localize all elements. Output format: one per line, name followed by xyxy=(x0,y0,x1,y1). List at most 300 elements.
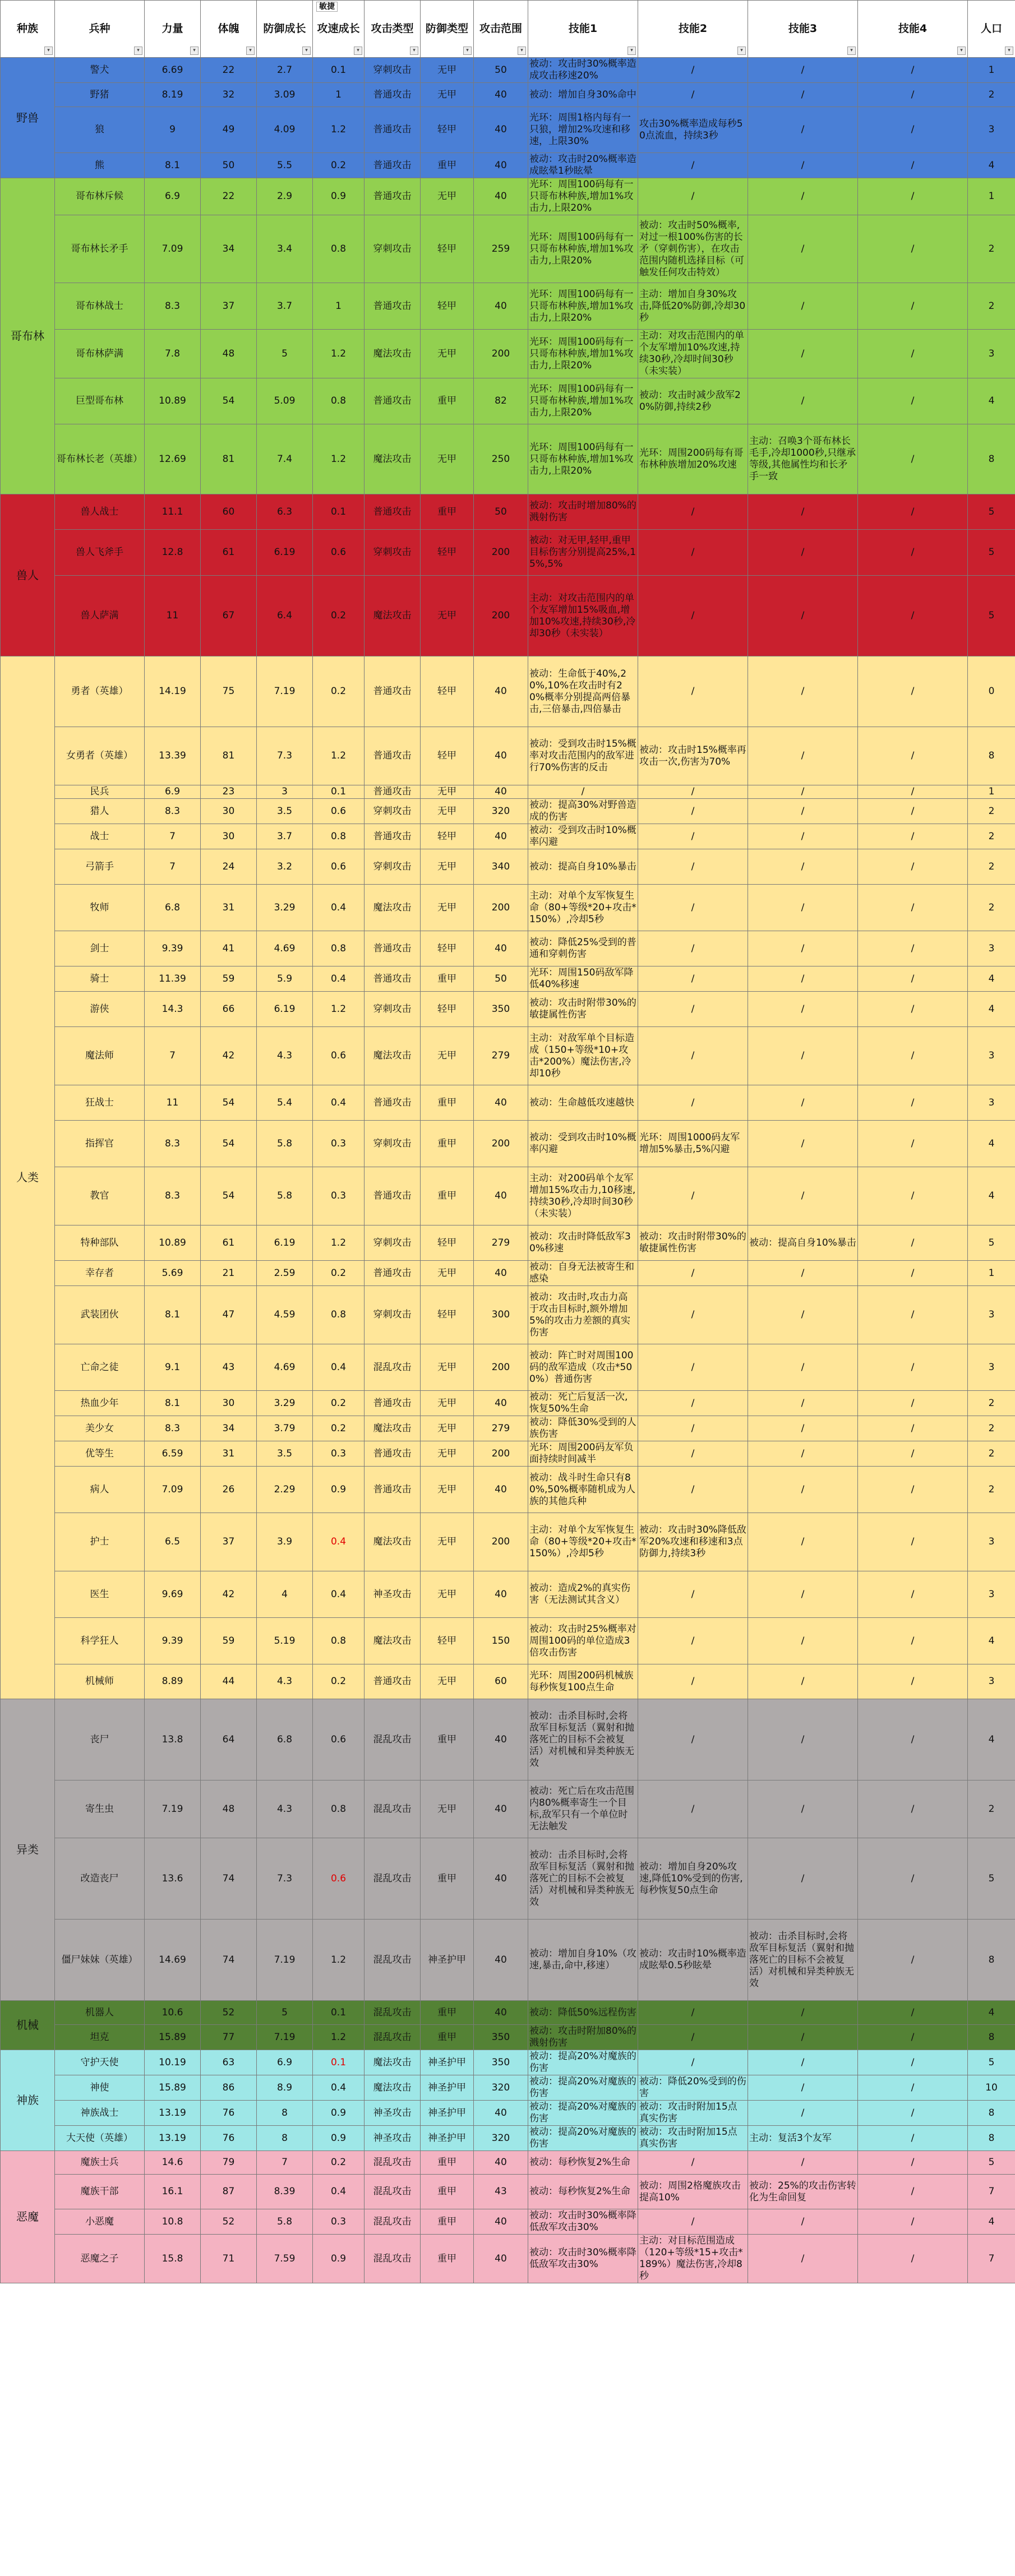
strength-cell: 14.3 xyxy=(145,992,201,1027)
column-header-label: 体魄 xyxy=(218,22,239,35)
strength-cell: 11.39 xyxy=(145,966,201,992)
armor-type-cell: 轻甲 xyxy=(421,1618,474,1664)
physique-cell: 61 xyxy=(201,530,257,576)
unit-name-cell: 神使 xyxy=(55,2075,145,2101)
skill3-cell: / xyxy=(748,799,858,824)
skill4-cell: / xyxy=(858,2050,968,2075)
skill1-cell: 主动：对单个友军恢复生命（80+等级*20+攻击*150%）,冷却5秒 xyxy=(528,885,638,931)
population-cell: 5 xyxy=(968,576,1015,656)
skill3-cell: / xyxy=(748,2209,858,2235)
armor-type-cell: 神圣护甲 xyxy=(421,2075,474,2101)
attack-range-cell: 279 xyxy=(474,1416,528,1441)
unit-name-cell: 哥布林战士 xyxy=(55,283,145,330)
attack-range-cell: 40 xyxy=(474,727,528,785)
physique-cell: 74 xyxy=(201,1838,257,1920)
physique-cell: 42 xyxy=(201,1027,257,1085)
attack-range-cell: 320 xyxy=(474,2075,528,2101)
skill4-cell: / xyxy=(858,849,968,885)
column-header[interactable] xyxy=(257,1,313,58)
population-cell: 5 xyxy=(968,2151,1015,2175)
skill4-cell: / xyxy=(858,178,968,215)
skill3-cell: / xyxy=(748,1027,858,1085)
population-cell: 2 xyxy=(968,799,1015,824)
strength-cell: 5.69 xyxy=(145,1261,201,1286)
armor-type-cell: 无甲 xyxy=(421,1780,474,1838)
column-header[interactable] xyxy=(313,1,365,58)
attack-range-cell: 250 xyxy=(474,424,528,494)
skill2-cell: / xyxy=(638,799,748,824)
header-row xyxy=(1,1,1015,58)
unit-name-cell: 丧尸 xyxy=(55,1699,145,1780)
population-cell: 8 xyxy=(968,2101,1015,2126)
skill4-cell: / xyxy=(858,1416,968,1441)
armor-type-cell: 重甲 xyxy=(421,1699,474,1780)
defense-growth-cell: 7.3 xyxy=(257,727,313,785)
skill3-cell: 主动：召唤3个哥布林长毛手,冷却1000秒,只继承等级,其他属性均和长矛手一致 xyxy=(748,424,858,494)
attack-type-cell: 普通攻击 xyxy=(365,1664,421,1699)
physique-cell: 23 xyxy=(201,785,257,799)
skill1-cell: 被动：提高20%对魔族的伤害 xyxy=(528,2075,638,2101)
column-header[interactable] xyxy=(55,1,145,58)
defense-growth-cell: 3.79 xyxy=(257,1416,313,1441)
attack-type-cell: 普通攻击 xyxy=(365,1167,421,1225)
table-row xyxy=(1,992,1015,1027)
filter-dropdown-icon[interactable]: ▾ xyxy=(847,47,856,55)
skill4-cell: / xyxy=(858,1513,968,1571)
armor-type-cell: 轻甲 xyxy=(421,1286,474,1344)
population-cell: 4 xyxy=(968,2001,1015,2025)
attack-speed-growth-cell: 0.8 xyxy=(313,1618,365,1664)
skill4-cell: / xyxy=(858,215,968,283)
population-cell: 2 xyxy=(968,1467,1015,1513)
defense-growth-cell: 4.69 xyxy=(257,1344,313,1391)
skill4-cell: / xyxy=(858,1121,968,1167)
skill3-cell: / xyxy=(748,1467,858,1513)
strength-cell: 15.8 xyxy=(145,2235,201,2283)
skill4-cell: / xyxy=(858,83,968,107)
race-cell: 恶魔 xyxy=(1,2151,55,2283)
population-cell: 8 xyxy=(968,727,1015,785)
skill4-cell: / xyxy=(858,2126,968,2151)
skill2-cell: / xyxy=(638,494,748,530)
table-row xyxy=(1,178,1015,215)
armor-type-cell: 轻甲 xyxy=(421,727,474,785)
population-cell: 2 xyxy=(968,1780,1015,1838)
filter-dropdown-icon[interactable]: ▾ xyxy=(44,47,53,55)
column-header[interactable] xyxy=(1,1,55,58)
attack-range-cell: 150 xyxy=(474,1618,528,1664)
attack-type-cell: 穿刺攻击 xyxy=(365,530,421,576)
skill4-cell: / xyxy=(858,966,968,992)
attack-speed-growth-cell: 0.3 xyxy=(313,1441,365,1467)
skill4-cell: / xyxy=(858,992,968,1027)
attack-range-cell: 200 xyxy=(474,1344,528,1391)
skill1-cell: 被动：受到攻击时10%概率闪避 xyxy=(528,824,638,849)
defense-growth-cell: 4.59 xyxy=(257,1286,313,1344)
filter-dropdown-icon[interactable]: ▾ xyxy=(1005,47,1013,55)
attack-speed-growth-cell: 0.4 xyxy=(313,2075,365,2101)
skill1-cell: 光环：周围100码每有一只哥布林种族,增加1%攻击力,上限20% xyxy=(528,178,638,215)
skill1-cell: 被动：受到攻击时10%概率闪避 xyxy=(528,1121,638,1167)
attack-type-cell: 普通攻击 xyxy=(365,824,421,849)
skill1-cell: 被动：攻击时降低敌军30%移速 xyxy=(528,1225,638,1261)
column-header[interactable] xyxy=(858,1,968,58)
table-row xyxy=(1,2126,1015,2151)
attack-type-cell: 普通攻击 xyxy=(365,378,421,424)
attack-range-cell: 40 xyxy=(474,1920,528,2001)
population-cell: 7 xyxy=(968,2235,1015,2283)
population-cell: 4 xyxy=(968,153,1015,178)
physique-cell: 42 xyxy=(201,1571,257,1618)
attack-range-cell: 40 xyxy=(474,107,528,153)
table-row xyxy=(1,2175,1015,2209)
strength-cell: 14.19 xyxy=(145,656,201,727)
attack-type-cell: 穿刺攻击 xyxy=(365,849,421,885)
race-cell: 野兽 xyxy=(1,58,55,178)
armor-type-cell: 重甲 xyxy=(421,2151,474,2175)
skill2-cell: / xyxy=(638,2025,748,2050)
skill3-cell: / xyxy=(748,107,858,153)
filter-dropdown-icon[interactable]: ▾ xyxy=(628,47,636,55)
physique-cell: 47 xyxy=(201,1286,257,1344)
armor-type-cell: 重甲 xyxy=(421,1121,474,1167)
defense-growth-cell: 6.3 xyxy=(257,494,313,530)
skill4-cell: / xyxy=(858,1780,968,1838)
attack-range-cell: 40 xyxy=(474,1467,528,1513)
physique-cell: 30 xyxy=(201,1391,257,1416)
defense-growth-cell: 6.9 xyxy=(257,2050,313,2075)
defense-growth-cell: 3.9 xyxy=(257,1513,313,1571)
column-header[interactable] xyxy=(968,1,1015,58)
attack-speed-growth-cell: 0.9 xyxy=(313,2101,365,2126)
skill2-cell: 被动：攻击时附加15点真实伤害 xyxy=(638,2126,748,2151)
unit-name-cell: 教官 xyxy=(55,1167,145,1225)
skill4-cell: / xyxy=(858,1838,968,1920)
table-row xyxy=(1,153,1015,178)
attack-range-cell: 320 xyxy=(474,2126,528,2151)
column-header[interactable] xyxy=(201,1,257,58)
population-cell: 1 xyxy=(968,1261,1015,1286)
armor-type-cell: 神圣护甲 xyxy=(421,2101,474,2126)
attack-speed-growth-cell: 0.1 xyxy=(313,2050,365,2075)
strength-cell: 9.39 xyxy=(145,931,201,966)
table-row xyxy=(1,1664,1015,1699)
defense-growth-cell: 7.59 xyxy=(257,2235,313,2283)
population-cell: 0 xyxy=(968,656,1015,727)
physique-cell: 76 xyxy=(201,2126,257,2151)
table-row xyxy=(1,283,1015,330)
physique-cell: 64 xyxy=(201,1699,257,1780)
skill3-cell: / xyxy=(748,1513,858,1571)
skill1-cell: 光环：周围100码每有一只哥布林种族,增加1%攻击力,上限20% xyxy=(528,283,638,330)
skill1-cell: 被动：死亡后复活一次,恢复50%生命 xyxy=(528,1391,638,1416)
skill3-cell: 被动：击杀目标时,会将敌军目标复活（翼射和抛落死亡的目标不会被复活）对机械和异类种族无效 xyxy=(748,1920,858,2001)
skill1-cell: 被动：受到攻击时15%概率对攻击范围内的敌军进行70%伤害的反击 xyxy=(528,727,638,785)
armor-type-cell: 无甲 xyxy=(421,1513,474,1571)
attack-speed-growth-cell: 0.1 xyxy=(313,785,365,799)
attack-range-cell: 40 xyxy=(474,1699,528,1780)
strength-cell: 12.69 xyxy=(145,424,201,494)
skill1-cell: 被动：生命低于40%,20%,10%在攻击时有20%概率分别提高两倍暴击,三倍暴击,四倍暴击 xyxy=(528,656,638,727)
skill2-cell: 光环：周围1000码友军增加5%暴击,5%闪避 xyxy=(638,1121,748,1167)
skill2-cell: / xyxy=(638,1664,748,1699)
physique-cell: 87 xyxy=(201,2175,257,2209)
population-cell: 4 xyxy=(968,1699,1015,1780)
physique-cell: 67 xyxy=(201,576,257,656)
physique-cell: 63 xyxy=(201,2050,257,2075)
attack-range-cell: 40 xyxy=(474,153,528,178)
column-header[interactable] xyxy=(365,1,421,58)
unit-name-cell: 武装团伙 xyxy=(55,1286,145,1344)
column-header[interactable] xyxy=(748,1,858,58)
skill4-cell: / xyxy=(858,931,968,966)
filter-dropdown-icon[interactable]: ▾ xyxy=(134,47,142,55)
skill1-cell: 被动：提高20%对魔族的伤害 xyxy=(528,2050,638,2075)
skill1-cell: 被动：攻击时附带30%的敏捷属性伤害 xyxy=(528,992,638,1027)
skill3-cell: / xyxy=(748,992,858,1027)
table-row xyxy=(1,1441,1015,1467)
attack-type-cell: 魔法攻击 xyxy=(365,330,421,378)
defense-growth-cell: 5.8 xyxy=(257,2209,313,2235)
attack-range-cell: 200 xyxy=(474,330,528,378)
physique-cell: 52 xyxy=(201,2209,257,2235)
attack-speed-growth-cell: 0.3 xyxy=(313,1167,365,1225)
skill4-cell: / xyxy=(858,1391,968,1416)
population-cell: 5 xyxy=(968,2050,1015,2075)
attack-type-cell: 神圣攻击 xyxy=(365,2101,421,2126)
skill1-cell: 被动：攻击时增加80%的溅射伤害 xyxy=(528,494,638,530)
physique-cell: 48 xyxy=(201,1780,257,1838)
defense-growth-cell: 8 xyxy=(257,2126,313,2151)
table-row xyxy=(1,656,1015,727)
table-row xyxy=(1,2001,1015,2025)
attack-range-cell: 200 xyxy=(474,576,528,656)
table-row xyxy=(1,1920,1015,2001)
skill4-cell: / xyxy=(858,1225,968,1261)
defense-growth-cell: 3.2 xyxy=(257,849,313,885)
attack-range-cell: 350 xyxy=(474,2050,528,2075)
unit-name-cell: 魔族士兵 xyxy=(55,2151,145,2175)
strength-cell: 13.6 xyxy=(145,1838,201,1920)
attack-type-cell: 普通攻击 xyxy=(365,1441,421,1467)
skill3-cell: / xyxy=(748,2235,858,2283)
strength-cell: 15.89 xyxy=(145,2025,201,2050)
physique-cell: 54 xyxy=(201,1167,257,1225)
skill4-cell: / xyxy=(858,1261,968,1286)
population-cell: 4 xyxy=(968,992,1015,1027)
unit-name-cell: 幸存者 xyxy=(55,1261,145,1286)
filter-dropdown-icon[interactable]: ▾ xyxy=(737,47,746,55)
attack-type-cell: 普通攻击 xyxy=(365,931,421,966)
population-cell: 3 xyxy=(968,107,1015,153)
column-header[interactable] xyxy=(638,1,748,58)
skill2-cell: / xyxy=(638,1391,748,1416)
unit-name-cell: 熊 xyxy=(55,153,145,178)
population-cell: 3 xyxy=(968,1085,1015,1121)
filter-dropdown-icon[interactable]: ▾ xyxy=(410,47,418,55)
strength-cell: 9.39 xyxy=(145,1618,201,1664)
defense-growth-cell: 2.7 xyxy=(257,58,313,83)
skill1-cell: 被动：攻击时30%概率降低敌军攻击30% xyxy=(528,2209,638,2235)
skill2-cell: / xyxy=(638,1699,748,1780)
skill2-cell: / xyxy=(638,885,748,931)
strength-cell: 14.6 xyxy=(145,2151,201,2175)
skill2-cell: / xyxy=(638,178,748,215)
strength-cell: 7 xyxy=(145,849,201,885)
defense-growth-cell: 4 xyxy=(257,1571,313,1618)
skill4-cell: / xyxy=(858,2025,968,2050)
skill1-cell: 光环：周围150码敌军降低40%移速 xyxy=(528,966,638,992)
attack-range-cell: 350 xyxy=(474,2025,528,2050)
defense-growth-cell: 2.9 xyxy=(257,178,313,215)
skill1-cell: 光环：周围100码每有一只哥布林种族,增加1%攻击力,上限20% xyxy=(528,424,638,494)
defense-growth-cell: 7 xyxy=(257,2151,313,2175)
physique-cell: 34 xyxy=(201,1416,257,1441)
filter-dropdown-icon[interactable]: ▾ xyxy=(463,47,472,55)
skill3-cell: / xyxy=(748,1085,858,1121)
physique-cell: 31 xyxy=(201,1441,257,1467)
skill1-cell: 光环：周围100码每有一只哥布林种族,增加1%攻击力,上限20% xyxy=(528,378,638,424)
armor-type-cell: 轻甲 xyxy=(421,931,474,966)
defense-growth-cell: 5.09 xyxy=(257,378,313,424)
column-header[interactable] xyxy=(474,1,528,58)
armor-type-cell: 轻甲 xyxy=(421,656,474,727)
skill4-cell: / xyxy=(858,1571,968,1618)
attack-range-cell: 40 xyxy=(474,283,528,330)
skill2-cell: / xyxy=(638,1286,748,1344)
skill3-cell: / xyxy=(748,153,858,178)
strength-cell: 7.19 xyxy=(145,1780,201,1838)
population-cell: 8 xyxy=(968,424,1015,494)
skill2-cell: / xyxy=(638,1467,748,1513)
attack-speed-growth-cell: 0.4 xyxy=(313,1513,365,1571)
unit-name-cell: 勇者（英雄） xyxy=(55,656,145,727)
attack-range-cell: 300 xyxy=(474,1286,528,1344)
physique-cell: 81 xyxy=(201,727,257,785)
population-cell: 2 xyxy=(968,824,1015,849)
armor-type-cell: 轻甲 xyxy=(421,992,474,1027)
armor-type-cell: 无甲 xyxy=(421,1344,474,1391)
skill4-cell: / xyxy=(858,1699,968,1780)
table-body xyxy=(1,58,1015,2283)
skill4-cell: / xyxy=(858,576,968,656)
attack-range-cell: 40 xyxy=(474,785,528,799)
attack-type-cell: 普通攻击 xyxy=(365,178,421,215)
race-cell: 异类 xyxy=(1,1699,55,2001)
column-header[interactable] xyxy=(528,1,638,58)
attack-type-cell: 魔法攻击 xyxy=(365,1513,421,1571)
attack-speed-growth-cell: 0.2 xyxy=(313,576,365,656)
attack-type-cell: 普通攻击 xyxy=(365,1085,421,1121)
skill3-cell: / xyxy=(748,2025,858,2050)
table-row xyxy=(1,576,1015,656)
skill1-cell: 被动：降低25%受到的普通和穿刺伤害 xyxy=(528,931,638,966)
attack-range-cell: 350 xyxy=(474,992,528,1027)
armor-type-cell: 重甲 xyxy=(421,2209,474,2235)
defense-growth-cell: 3 xyxy=(257,785,313,799)
attack-speed-growth-cell: 0.8 xyxy=(313,1780,365,1838)
filter-dropdown-icon[interactable]: ▾ xyxy=(518,47,526,55)
armor-type-cell: 重甲 xyxy=(421,378,474,424)
physique-cell: 41 xyxy=(201,931,257,966)
skill3-cell: / xyxy=(748,1664,858,1699)
attack-range-cell: 200 xyxy=(474,1121,528,1167)
attack-range-cell: 40 xyxy=(474,656,528,727)
table-row xyxy=(1,885,1015,931)
unit-name-cell: 僵尸妹妹（英雄） xyxy=(55,1920,145,2001)
skill4-cell: / xyxy=(858,2075,968,2101)
skill3-cell: / xyxy=(748,330,858,378)
unit-name-cell: 警犬 xyxy=(55,58,145,83)
attack-type-cell: 混乱攻击 xyxy=(365,1780,421,1838)
filter-dropdown-icon[interactable]: ▾ xyxy=(190,47,199,55)
physique-cell: 22 xyxy=(201,58,257,83)
physique-cell: 59 xyxy=(201,1618,257,1664)
table-row xyxy=(1,1513,1015,1571)
armor-type-cell: 轻甲 xyxy=(421,530,474,576)
skill1-cell: / xyxy=(528,785,638,799)
attack-range-cell: 50 xyxy=(474,58,528,83)
skill4-cell: / xyxy=(858,824,968,849)
filter-dropdown-icon[interactable]: ▾ xyxy=(302,47,311,55)
filter-dropdown-icon[interactable]: ▾ xyxy=(957,47,966,55)
skill2-cell: / xyxy=(638,1027,748,1085)
skill1-cell: 被动：攻击时附加80%的溅射伤害 xyxy=(528,2025,638,2050)
defense-growth-cell: 5.5 xyxy=(257,153,313,178)
attack-speed-growth-cell: 0.1 xyxy=(313,58,365,83)
column-header[interactable] xyxy=(421,1,474,58)
column-header-label: 技能3 xyxy=(788,22,818,35)
skill3-cell: / xyxy=(748,1416,858,1441)
filter-dropdown-icon[interactable]: ▾ xyxy=(246,47,255,55)
skill1-cell: 被动：生命越低攻速越快 xyxy=(528,1085,638,1121)
armor-type-cell: 重甲 xyxy=(421,966,474,992)
attack-speed-growth-cell: 0.4 xyxy=(313,1085,365,1121)
defense-growth-cell: 4.3 xyxy=(257,1027,313,1085)
physique-cell: 37 xyxy=(201,283,257,330)
skill2-cell: 被动：攻击时附带30%的敏捷属性伤害 xyxy=(638,1225,748,1261)
strength-cell: 10.19 xyxy=(145,2050,201,2075)
unit-name-cell: 大天使（英雄） xyxy=(55,2126,145,2151)
strength-cell: 8.19 xyxy=(145,83,201,107)
attack-speed-growth-cell: 1 xyxy=(313,283,365,330)
filter-dropdown-icon[interactable]: ▾ xyxy=(354,47,362,55)
physique-cell: 75 xyxy=(201,656,257,727)
race-cell: 哥布林 xyxy=(1,178,55,494)
strength-cell: 13.19 xyxy=(145,2126,201,2151)
attack-range-cell: 50 xyxy=(474,494,528,530)
column-header[interactable] xyxy=(145,1,201,58)
physique-cell: 77 xyxy=(201,2025,257,2050)
strength-cell: 7 xyxy=(145,1027,201,1085)
defense-growth-cell: 3.5 xyxy=(257,799,313,824)
attack-type-cell: 普通攻击 xyxy=(365,83,421,107)
skill2-cell: / xyxy=(638,656,748,727)
table-row xyxy=(1,1027,1015,1085)
table-row xyxy=(1,424,1015,494)
attack-speed-growth-cell: 1.2 xyxy=(313,1920,365,2001)
attack-type-cell: 混乱攻击 xyxy=(365,2001,421,2025)
attack-speed-growth-cell: 1 xyxy=(313,83,365,107)
population-cell: 1 xyxy=(968,178,1015,215)
column-header-label: 兵种 xyxy=(89,22,110,35)
unit-name-cell: 科学狂人 xyxy=(55,1618,145,1664)
physique-cell: 54 xyxy=(201,1085,257,1121)
attack-speed-growth-cell: 0.4 xyxy=(313,2175,365,2209)
attack-range-cell: 40 xyxy=(474,1838,528,1920)
defense-growth-cell: 3.29 xyxy=(257,1391,313,1416)
defense-growth-cell: 8.39 xyxy=(257,2175,313,2209)
